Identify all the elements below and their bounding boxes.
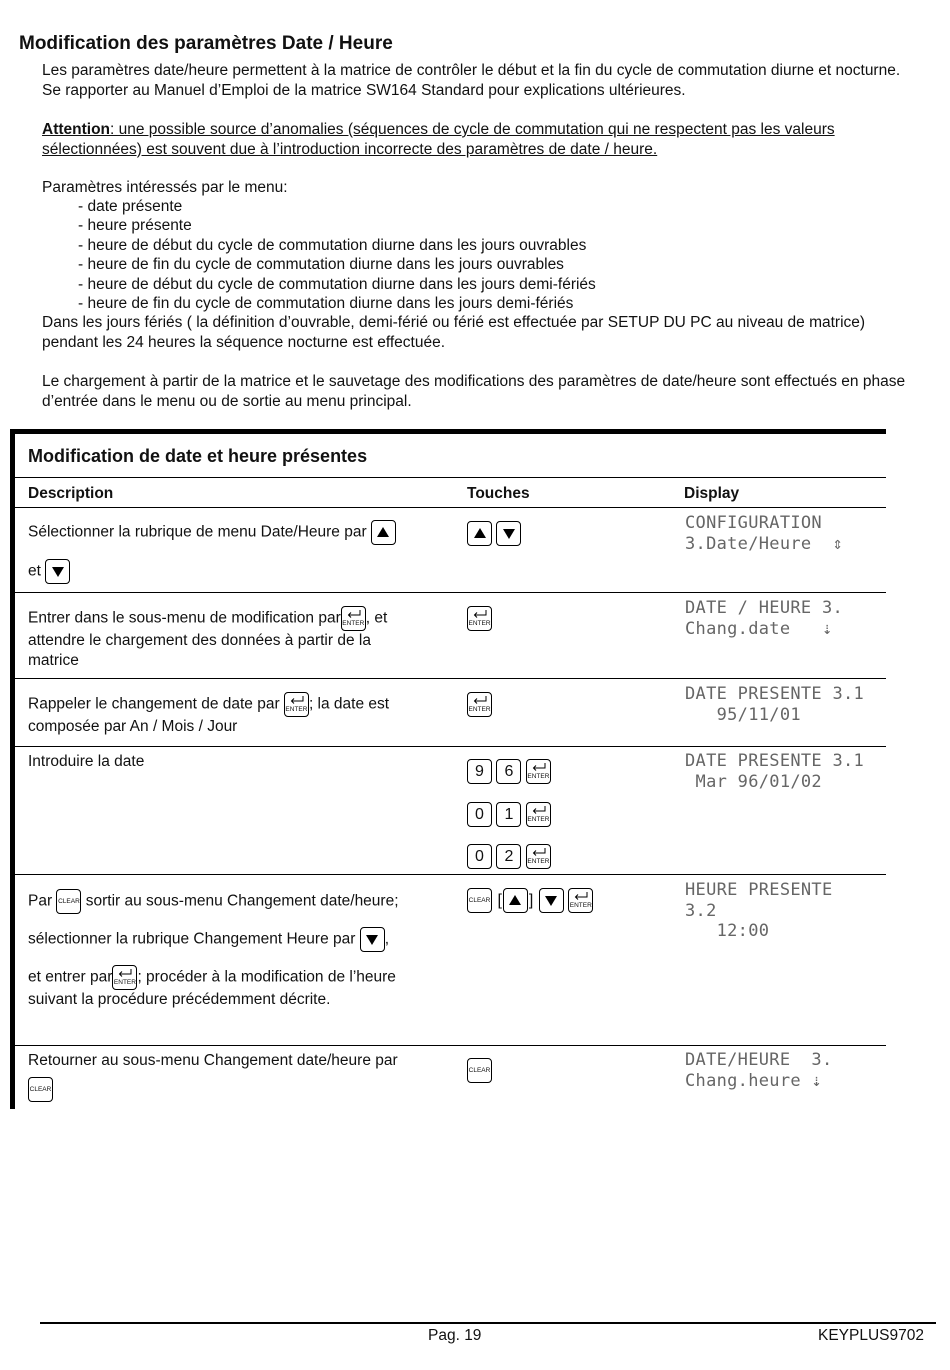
table-row bbox=[28, 965, 396, 1010]
row2-text-a: Entrer dans le sous-menu de modification par bbox=[28, 609, 341, 627]
table-row bbox=[28, 692, 389, 737]
row1-text-b: et bbox=[28, 562, 41, 580]
col-header-description: Description bbox=[28, 485, 114, 502]
table-row bbox=[28, 889, 399, 914]
digit-key: 0 bbox=[467, 844, 492, 869]
table-row bbox=[28, 927, 389, 952]
lcd-line: Chang.date ⇣ bbox=[685, 619, 833, 639]
row5-text-c: sélectionner la rubrique Changement Heure par bbox=[28, 930, 356, 948]
col-header-display: Display bbox=[684, 485, 740, 502]
enter-key-icon: ENTER bbox=[112, 965, 137, 990]
divider bbox=[15, 746, 886, 747]
divider bbox=[15, 1045, 886, 1046]
digit-key: 1 bbox=[496, 802, 521, 827]
down-arrow-key-icon bbox=[360, 927, 385, 952]
lcd-line: DATE PRESENTE 3.1 bbox=[685, 684, 865, 704]
row3-keys bbox=[467, 692, 492, 717]
row2-text-c: attendre le chargement des données à partir de la bbox=[28, 632, 371, 649]
clear-key-icon: CLEAR bbox=[28, 1077, 53, 1102]
table-row bbox=[28, 520, 396, 545]
enter-key-icon: ENTER bbox=[568, 888, 593, 913]
row3-text-a: Rappeler le changement de date par bbox=[28, 695, 280, 713]
intro-paragraph: Les paramètres date/heure permettent à la matrice de contrôler le début et la fin du cycle de commutation diurne et nocturne. Se rapporter au Manuel d’Emploi de la matrice SW164 Standard pour explications ultérieures. bbox=[42, 62, 901, 99]
page-number: Pag. 19 bbox=[428, 1327, 482, 1344]
row1-text-a: Sélectionner la rubrique de menu Date/Heure par bbox=[28, 523, 367, 541]
row6-text-a: Retourner au sous-menu Changement date/heure par bbox=[28, 1052, 398, 1069]
attention-text: : une possible source d’anomalies (séquences de cycle de commutation qui ne respectent pas les valeurs sélectionnées) est souvent due à l’introduction incorrecte des paramètres de date / heure. bbox=[42, 121, 835, 158]
lcd-line: CONFIGURATION bbox=[685, 513, 822, 533]
divider bbox=[15, 477, 886, 478]
digit-key: 0 bbox=[467, 802, 492, 827]
loading-note: Le chargement à partir de la matrice et le sauvetage des modifications des paramètres de date/heure sont effectués en phase d’entrée dans le menu ou de sortie au menu principal. bbox=[42, 373, 906, 410]
bracket-close: ] bbox=[528, 891, 534, 909]
lcd-line: 3.Date/Heure ⇕ bbox=[685, 534, 844, 554]
row3-text-c: composée par An / Mois / Jour bbox=[28, 718, 238, 735]
table-row bbox=[28, 559, 70, 584]
row2-text-b: , et bbox=[365, 609, 388, 627]
table-top-border bbox=[10, 429, 886, 434]
up-arrow-key-icon bbox=[371, 520, 396, 545]
table-row bbox=[28, 606, 387, 670]
enter-key-icon: ENTER bbox=[467, 606, 492, 631]
digit-key: 6 bbox=[496, 759, 521, 784]
holidays-note: Dans les jours fériés ( la définition d’ouvrable, demi-férié ou férié est effectuée par SETUP DU PC au niveau de matrice) pendant les 24 heures la séquence nocturne est effectuée. bbox=[42, 314, 866, 351]
digit-key: 2 bbox=[496, 844, 521, 869]
row4-keys-line bbox=[467, 802, 551, 827]
clear-key-icon: CLEAR bbox=[56, 889, 81, 914]
document-code: KEYPLUS9702 bbox=[818, 1327, 924, 1344]
divider bbox=[15, 874, 886, 875]
row3-text-b: ; la date est bbox=[308, 695, 390, 713]
table-left-border bbox=[10, 429, 15, 1109]
row6-keys bbox=[467, 1058, 492, 1083]
row5-text-e: et entrer par bbox=[28, 968, 113, 986]
clear-key-icon: CLEAR bbox=[467, 1058, 492, 1083]
row6-desc-key bbox=[28, 1077, 53, 1102]
down-arrow-key-icon bbox=[45, 559, 70, 584]
row2-text-d: matrice bbox=[28, 651, 79, 669]
enter-key-icon: ENTER bbox=[526, 844, 551, 869]
enter-key-icon: ENTER bbox=[284, 692, 309, 717]
row5-text-d: , bbox=[384, 930, 390, 948]
col-header-keys: Touches bbox=[467, 485, 530, 502]
attention-paragraph bbox=[42, 120, 922, 159]
divider bbox=[15, 507, 886, 508]
row5-text-f: ; procéder à la modification de l’heure bbox=[137, 968, 396, 986]
row5-text-b: sortir au sous-menu Changement date/heure; bbox=[85, 892, 399, 910]
bracket-open: [ bbox=[497, 891, 502, 909]
enter-key-icon: ENTER bbox=[526, 802, 551, 827]
lcd-line: DATE/HEURE 3. bbox=[685, 1050, 833, 1070]
up-arrow-key-icon bbox=[503, 888, 528, 913]
row1-keys bbox=[467, 521, 521, 546]
enter-key-icon: ENTER bbox=[526, 759, 551, 784]
param-item: - heure de fin du cycle de commutation diurne dans les jours demi-fériés bbox=[78, 294, 596, 313]
row4-keys-line bbox=[467, 844, 551, 869]
param-item: - date présente bbox=[78, 197, 596, 216]
param-item: - heure de début du cycle de commutation diurne dans les jours demi-fériés bbox=[78, 275, 596, 294]
lcd-line: 3.2 bbox=[685, 901, 717, 921]
procedure-table bbox=[10, 429, 886, 1109]
params-intro: Paramètres intéressés par le menu: bbox=[42, 179, 288, 196]
digit-key: 9 bbox=[467, 759, 492, 784]
lcd-line: 12:00 bbox=[685, 921, 770, 941]
lcd-line: Mar 96/01/02 bbox=[685, 772, 822, 792]
param-item: - heure de fin du cycle de commutation diurne dans les jours ouvrables bbox=[78, 255, 596, 274]
param-item: - heure de début du cycle de commutation diurne dans les jours ouvrables bbox=[78, 236, 596, 255]
divider bbox=[15, 592, 886, 593]
table-title: Modification de date et heure présentes bbox=[28, 446, 368, 466]
divider bbox=[15, 678, 886, 679]
row4-text-a: Introduire la date bbox=[28, 753, 145, 770]
footer-rule bbox=[40, 1322, 936, 1324]
lcd-line: DATE / HEURE 3. bbox=[685, 598, 844, 618]
clear-key-icon: CLEAR bbox=[467, 888, 492, 913]
attention-label: Attention bbox=[42, 121, 111, 138]
lcd-line: Chang.heure ⇣ bbox=[685, 1071, 822, 1091]
params-list bbox=[78, 197, 596, 313]
lcd-line: DATE PRESENTE 3.1 bbox=[685, 751, 865, 771]
page-heading: Modification des paramètres Date / Heure bbox=[19, 33, 393, 54]
enter-key-icon: ENTER bbox=[341, 606, 366, 631]
enter-key-icon: ENTER bbox=[467, 692, 492, 717]
lcd-line: HEURE PRESENTE bbox=[685, 880, 833, 900]
up-arrow-key-icon bbox=[467, 521, 492, 546]
down-arrow-key-icon bbox=[496, 521, 521, 546]
row4-keys-line bbox=[467, 759, 551, 784]
row5-keys bbox=[467, 888, 593, 913]
row5-text-a: Par bbox=[28, 892, 53, 910]
row5-text-g: suivant la procédure précédemment décrite. bbox=[28, 991, 331, 1008]
down-arrow-key-icon bbox=[539, 888, 564, 913]
param-item: - heure présente bbox=[78, 216, 596, 235]
row2-keys bbox=[467, 606, 492, 631]
lcd-line: 95/11/01 bbox=[685, 705, 801, 725]
